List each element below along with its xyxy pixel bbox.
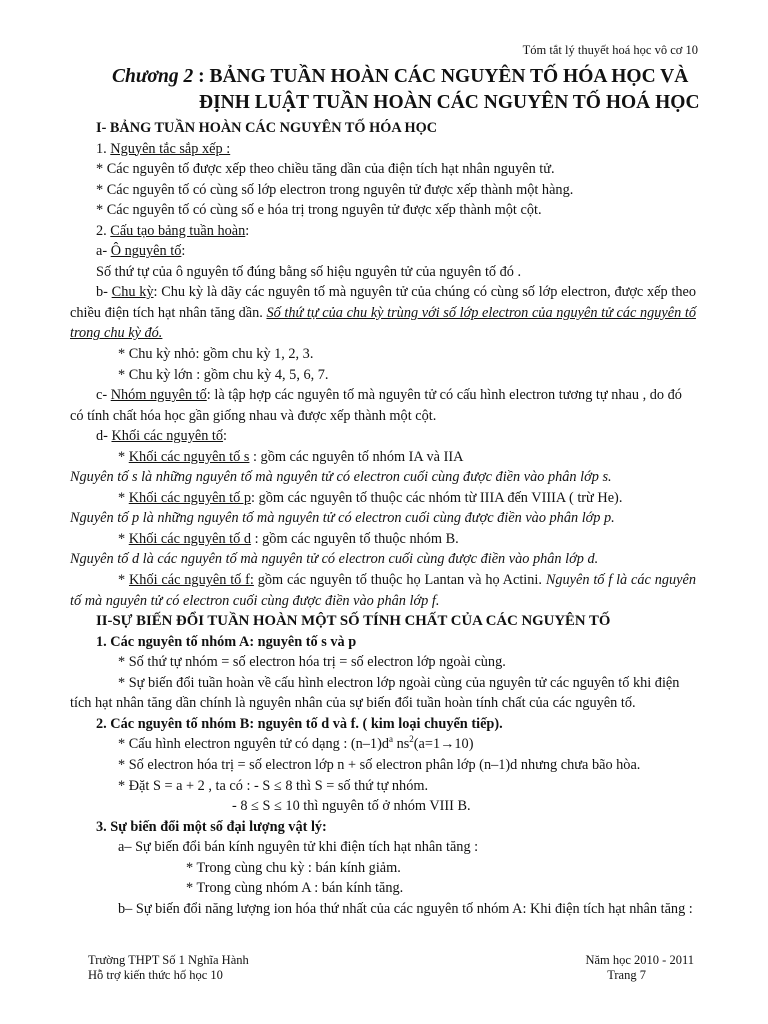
- footer-year: Năm học 2010 - 2011: [585, 953, 694, 967]
- subsection-title: Cấu tạo bảng tuần hoàn: [110, 222, 246, 239]
- list-item: * Đặt S = a + 2 , ta có : - S ≤ 8 thì S = số thứ tự nhóm.: [118, 777, 429, 794]
- footer-support: Hỗ trợ kiến thức hố học 10: [88, 968, 223, 982]
- subsection-2-3: 3. Sự biến đổi một số đại lượng vật lý:: [96, 818, 327, 835]
- list-item: * Sự biến đổi tuần hoàn về cấu hình electron lớp ngoài cùng của nguyên tử các nguyên tố khi điện tích hạt nhân tăng dần chính là nguyên nhân của sự biến đổi tuần hoàn tính chất của các nguyên tố.: [70, 674, 680, 712]
- item-a-title: a- Ô nguyên tố:: [96, 243, 186, 260]
- list-item: * Các nguyên tố được xếp theo chiều tăng dần của điện tích hạt nhân nguyên tử.: [96, 161, 555, 178]
- section-2-heading: II-SỰ BIẾN ĐỔI TUẦN HOÀN MỘT SỐ TÍNH CHẤT CỦA CÁC NGUYÊN TỐ: [96, 613, 611, 630]
- subsection-1-2: 2. Cấu tạo bảng tuần hoàn:: [96, 222, 250, 239]
- subsection-2-1: 1. Các nguyên tố nhóm A: nguyên tố s và p: [96, 633, 357, 650]
- document-body: [70, 118, 696, 919]
- list-item: * Chu kỳ nhỏ: gồm chu kỳ 1, 2, 3.: [118, 346, 314, 363]
- item-a: a– Sự biến đổi bán kính nguyên tử khi điện tích hạt nhân tăng :: [118, 839, 479, 856]
- block-d: * Khối các nguyên tố d : gồm các nguyên tố thuộc nhóm B.: [118, 530, 459, 547]
- item-d-title: d- Khối các nguyên tố:: [96, 428, 228, 445]
- list-item: * Số thứ tự nhóm = số electron hóa trị = số electron lớp ngoài cùng.: [118, 654, 506, 671]
- block-d-note: Nguyên tố d là các nguyên tố mà nguyên tử có electron cuối cùng được điền vào phân lớp d.: [70, 551, 599, 568]
- title-separator: :: [193, 66, 210, 87]
- item-b: b– Sự biến đổi năng lượng ion hóa thứ nhất của các nguyên tố nhóm A: Khi điện tích hạt nhân tăng :: [118, 900, 693, 917]
- list-item: * Trong cùng nhóm A : bán kính tăng.: [186, 880, 404, 897]
- list-item: * Trong cùng chu kỳ : bán kính giảm.: [186, 859, 401, 876]
- block-s: * Khối các nguyên tố s : gồm các nguyên tố nhóm IA và IIA: [118, 448, 464, 465]
- footer-left: [88, 953, 249, 983]
- list-item: * Các nguyên tố có cùng số e hóa trị trong nguyên tử được xếp thành một cột.: [96, 202, 542, 219]
- list-item: - 8 ≤ S ≤ 10 thì nguyên tố ở nhóm VIII B.: [232, 798, 471, 815]
- title-line-2: ĐỊNH LUẬT TUẦN HOÀN CÁC NGUYÊN TỐ HOÁ HỌC: [199, 92, 700, 113]
- list-item: * Chu kỳ lớn : gồm chu kỳ 4, 5, 6, 7.: [118, 366, 329, 383]
- chapter-label: Chương 2: [112, 66, 194, 87]
- paragraph-nhom: c- Nhóm nguyên tố: là tập hợp các nguyên tố mà nguyên tử có cấu hình electron tương tự nhau , do đó có tính chất hóa học gần giống nhau và được xếp thành một cột.: [70, 387, 682, 424]
- footer-page-number: Trang 7: [607, 968, 646, 982]
- block-f: * Khối các nguyên tố f: gồm các nguyên tố thuộc họ Lantan và họ Actini. Nguyên tố f là các nguyên tố mà nguyên tử có electron cuối cùng được điền vào phân lớp f.: [70, 572, 696, 609]
- block-p: * Khối các nguyên tố p: gồm các nguyên tố thuộc các nhóm từ IIIA đến VIIIA ( trừ He).: [118, 489, 623, 506]
- block-s-note: Nguyên tố s là những nguyên tố mà nguyên tử có electron cuối cùng được điền vào phân lớp s.: [70, 469, 612, 486]
- list-item: * Số electron hóa trị = số electron lớp n + số electron phân lớp (n–1)d nhưng chưa bão hòa.: [118, 756, 641, 773]
- subsection-2-2: 2. Các nguyên tố nhóm B: nguyên tố d và f. ( kim loại chuyển tiếp).: [96, 715, 503, 732]
- list-item: * Các nguyên tố có cùng số lớp electron trong nguyên tử được xếp thành một hàng.: [96, 181, 574, 198]
- subsection-title: Nguyên tắc sắp xếp :: [110, 140, 231, 157]
- paragraph: Số thứ tự của ô nguyên tố đúng bằng số hiệu nguyên tử của nguyên tố đó .: [96, 263, 522, 280]
- block-p-note: Nguyên tố p là những nguyên tố mà nguyên tử có electron cuối cùng được điền vào phân lớp p.: [70, 510, 615, 527]
- paragraph-chu-ky: b- Chu kỳ: Chu kỳ là dãy các nguyên tố mà nguyên tử của chúng có cùng số lớp electron, được xếp theo chiều điện tích hạt nhân tăng dần. Số thứ tự của chu kỳ trùng với số lớp electron của nguyên tử các nguyên tố trong chu kỳ đó.: [70, 284, 696, 342]
- footer-school: Trường THPT Số 1 Nghĩa Hành: [88, 953, 249, 967]
- list-item: * Cấu hình electron nguyên tử có dạng : $(n-1)d^a$ $ns^2(a=1\to 10)$: [118, 734, 474, 753]
- title-line-1: BẢNG TUẦN HOÀN CÁC NGUYÊN TỐ HÓA HỌC VÀ: [209, 66, 689, 87]
- chapter-title: [112, 64, 712, 116]
- section-1-heading: I- BẢNG TUẦN HOÀN CÁC NGUYÊN TỐ HÓA HỌC: [96, 120, 438, 136]
- running-header: Tóm tắt lý thuyết hoá học vô cơ 10: [522, 43, 698, 57]
- subsection-1-1: 1. Nguyên tắc sắp xếp :: [96, 140, 231, 157]
